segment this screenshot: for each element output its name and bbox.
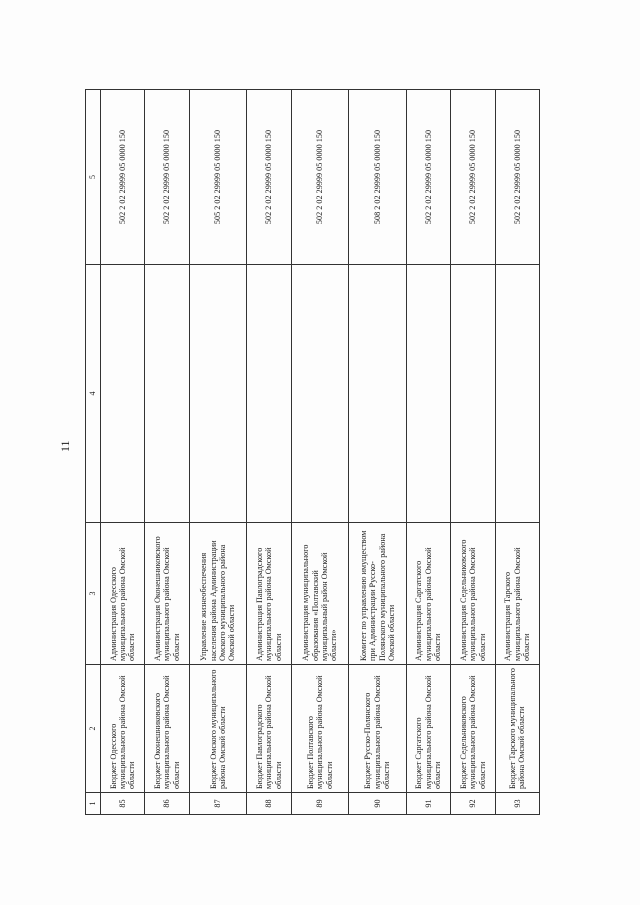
header-col-5: 5 — [86, 90, 101, 265]
budget-code: 502 2 02 29999 05 0000 150 — [291, 90, 349, 265]
header-col-4: 4 — [86, 265, 101, 523]
col4-cell — [406, 265, 450, 523]
row-number: 91 — [406, 793, 450, 815]
header-col-2: 2 — [86, 665, 101, 793]
row-number: 88 — [247, 793, 291, 815]
table-row — [406, 90, 450, 815]
budget-code: 502 2 02 29999 05 0000 150 — [406, 90, 450, 265]
administrator-name: Администрация Саргатского муниципального района Омской области — [406, 523, 450, 665]
row-number: 92 — [451, 793, 495, 815]
budget-name: Бюджет Павлоградского муниципального района Омской области — [247, 665, 291, 793]
budget-name: Бюджет Русско-Полянского муниципального района Омской области — [349, 665, 407, 793]
row-number: 93 — [495, 793, 539, 815]
table-row — [291, 90, 349, 815]
row-number: 90 — [349, 793, 407, 815]
col4-cell — [291, 265, 349, 523]
budget-code: 505 2 02 29999 05 0000 150 — [189, 90, 247, 265]
budget-name: Бюджет Оконешниковского муниципального района Омской области — [145, 665, 189, 793]
budget-code: 502 2 02 29999 05 0000 150 — [247, 90, 291, 265]
table-row — [189, 90, 247, 815]
col4-cell — [189, 265, 247, 523]
row-number: 85 — [101, 793, 145, 815]
budget-name: Бюджет Седельниковского муниципального района Омской области — [451, 665, 495, 793]
administrator-name: Администрация Тарского муниципального района Омской области — [495, 523, 539, 665]
table-row — [145, 90, 189, 815]
budget-code: 508 2 02 29999 05 0000 150 — [349, 90, 407, 265]
row-number: 86 — [145, 793, 189, 815]
table-row — [349, 90, 407, 815]
budget-code: 502 2 02 29999 05 0000 150 — [145, 90, 189, 265]
budget-code: 502 2 02 29999 05 0000 150 — [101, 90, 145, 265]
col4-cell — [145, 265, 189, 523]
register-table — [85, 89, 540, 815]
header-col-3: 3 — [86, 523, 101, 665]
table-row — [495, 90, 539, 815]
administrator-name: Администрация муниципального образования «Полтавский муниципальный район Омской области» — [291, 523, 349, 665]
col4-cell — [101, 265, 145, 523]
table-row — [101, 90, 145, 815]
row-number: 89 — [291, 793, 349, 815]
administrator-name: Комитет по управлению имуществом при Администрации Русско-Полянского муниципального района Омской области — [349, 523, 407, 665]
row-number: 87 — [189, 793, 247, 815]
table-header-row — [86, 90, 101, 815]
budget-name: Бюджет Тарского муниципального района Омской области — [495, 665, 539, 793]
col4-cell — [495, 265, 539, 523]
budget-name: Бюджет Омского муниципального района Омской области — [189, 665, 247, 793]
header-col-1: 1 — [86, 793, 101, 815]
col4-cell — [247, 265, 291, 523]
col4-cell — [451, 265, 495, 523]
budget-name: Бюджет Одесского муниципального района Омской области — [101, 665, 145, 793]
administrator-name: Управление жизнеобеспечения населения района Администрации Омского муниципального района Омской области — [189, 523, 247, 665]
table-row — [247, 90, 291, 815]
budget-code: 502 2 02 29999 05 0000 150 — [451, 90, 495, 265]
page-number: 11 — [58, 440, 72, 452]
col4-cell — [349, 265, 407, 523]
rotated-table-container — [85, 90, 540, 815]
budget-name: Бюджет Полтавского муниципального района Омской области — [291, 665, 349, 793]
administrator-name: Администрация Одесского муниципального района Омской области — [101, 523, 145, 665]
budget-code: 502 2 02 29999 05 0000 150 — [495, 90, 539, 265]
administrator-name: Администрация Оконешниковского муниципального района Омской области — [145, 523, 189, 665]
administrator-name: Администрация Павлоградского муниципального района Омской области — [247, 523, 291, 665]
table-row — [451, 90, 495, 815]
budget-name: Бюджет Саргатского муниципального района Омской области — [406, 665, 450, 793]
administrator-name: Администрация Седельниковского муниципального района Омской области — [451, 523, 495, 665]
